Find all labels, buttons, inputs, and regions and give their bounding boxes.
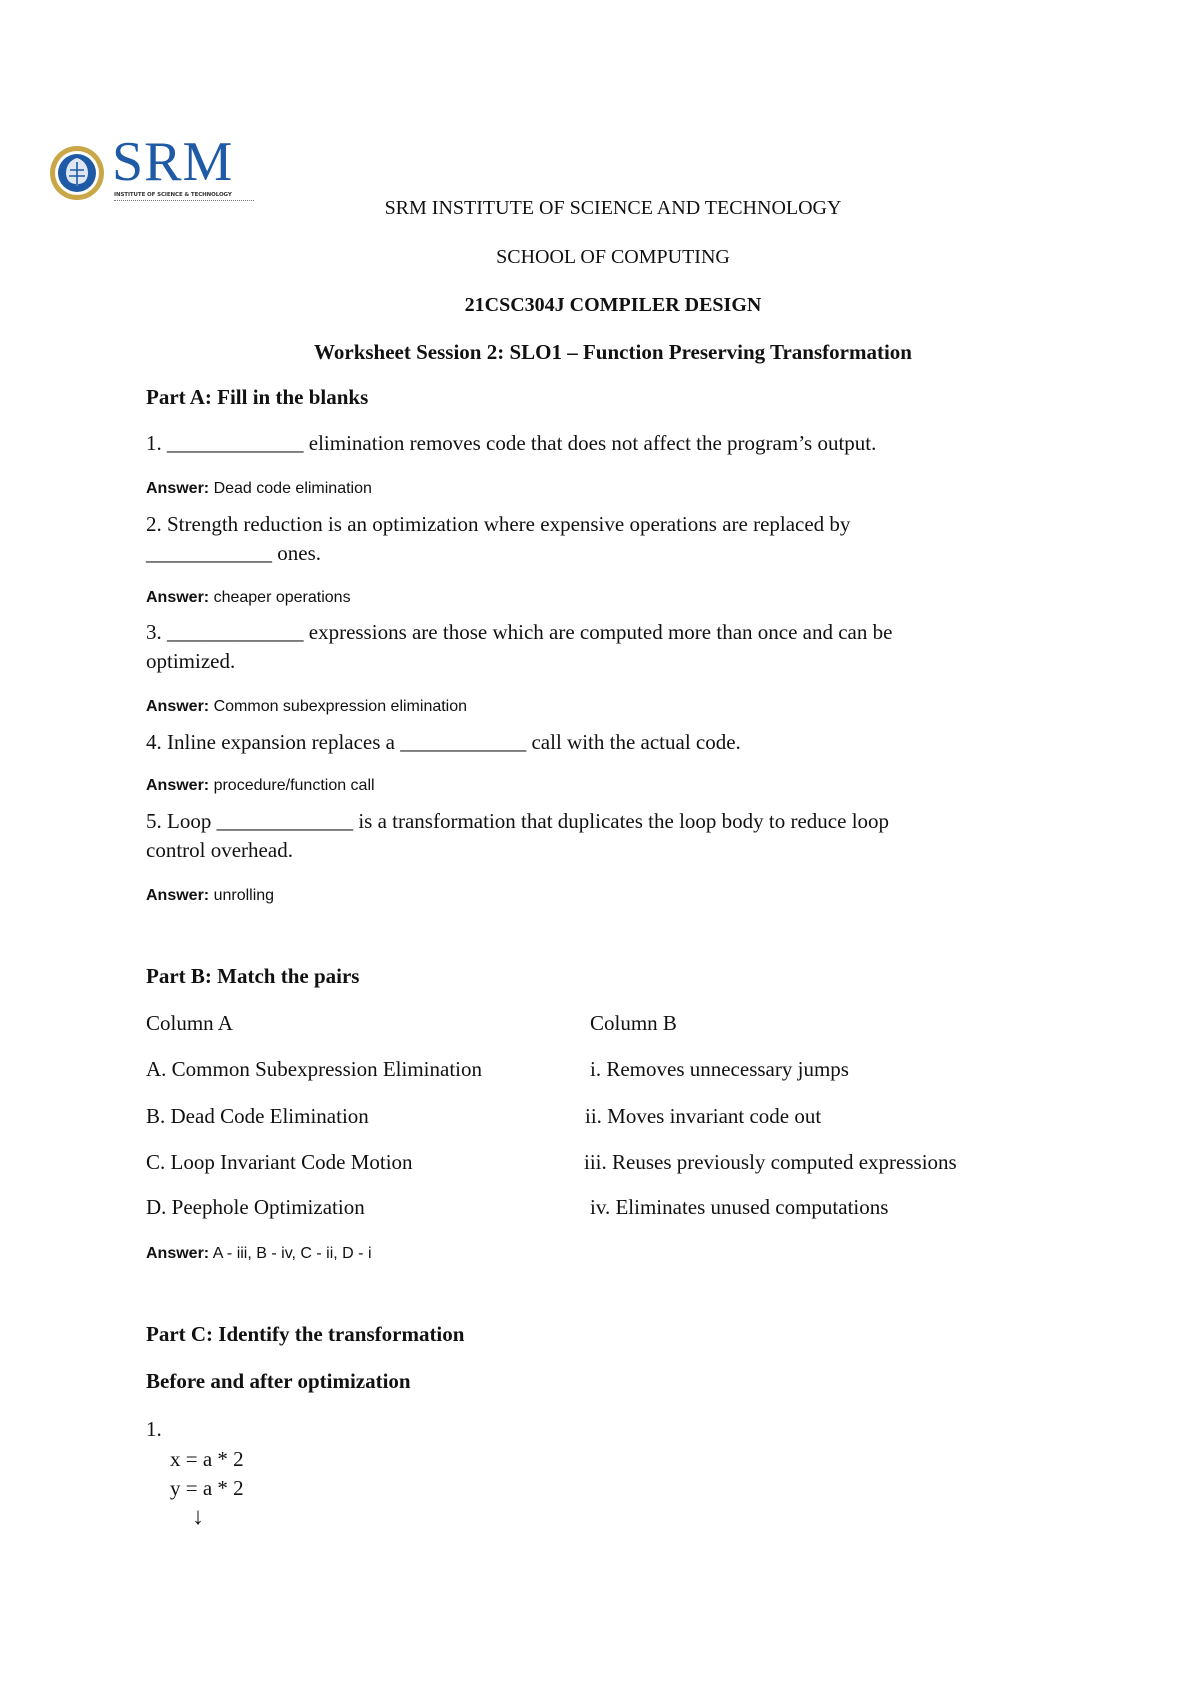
question-5-line-1: 5. Loop _____________ is a transformation that duplicates the loop body to reduce loop <box>146 809 890 833</box>
school-heading: SCHOOL OF COMPUTING <box>496 246 730 268</box>
part-c-item-number: 1. <box>146 1417 162 1441</box>
part-c-subtitle: Before and after optimization <box>146 1369 411 1393</box>
code-line: y = a * 2 <box>170 1476 244 1500</box>
code-line: x = a * 2 <box>170 1447 244 1471</box>
column-a-item: C. Loop Invariant Code Motion <box>146 1150 413 1174</box>
logo-wordmark: SRM <box>112 131 234 193</box>
answer-label: Answer: <box>146 1245 210 1262</box>
column-b-header: Column B <box>590 1011 677 1035</box>
answer-label: Answer: <box>146 887 210 904</box>
srm-seal-icon <box>48 144 106 202</box>
part-c-title: Part C: Identify the transformation <box>146 1322 465 1346</box>
course-heading: 21CSC304J COMPILER DESIGN <box>464 294 762 316</box>
question-5-line-2: control overhead. <box>146 838 293 862</box>
answer-label: Answer: <box>146 589 210 606</box>
question-2-line-2: ____________ ones. <box>146 541 321 565</box>
column-a-item: B. Dead Code Elimination <box>146 1104 369 1128</box>
answer-label: Answer: <box>146 698 210 715</box>
answer-4-text: procedure/function call <box>213 777 375 794</box>
question-3-line-1: 3. _____________ expressions are those which are computed more than once and can be <box>146 620 893 644</box>
answer-2-text: cheaper operations <box>213 589 351 606</box>
part-b-answer-text: A - iii, B - iv, C - ii, D - i <box>212 1245 372 1262</box>
column-b-item: iv. Eliminates unused computations <box>590 1195 889 1219</box>
part-b-title: Part B: Match the pairs <box>146 964 360 988</box>
answer-4 <box>146 777 375 795</box>
question-2-line-1: 2. Strength reduction is an optimization where expensive operations are replaced by <box>146 512 851 536</box>
answer-5-text: unrolling <box>213 887 275 904</box>
down-arrow-icon: ↓ <box>192 1504 204 1530</box>
answer-1 <box>146 480 372 498</box>
part-b-answer <box>146 1245 372 1263</box>
part-a-title: Part A: Fill in the blanks <box>146 385 369 409</box>
question-4: 4. Inline expansion replaces a ____________ call with the actual code. <box>146 730 741 754</box>
column-a-item: D. Peephole Optimization <box>146 1195 365 1219</box>
question-1: 1. _____________ elimination removes code that does not affect the program’s output. <box>146 431 877 455</box>
answer-label: Answer: <box>146 777 210 794</box>
column-b-item: i. Removes unnecessary jumps <box>590 1057 849 1081</box>
answer-3-text: Common subexpression elimination <box>213 698 468 715</box>
question-3-line-2: optimized. <box>146 649 236 673</box>
session-heading: Worksheet Session 2: SLO1 – Function Preserving Transformation <box>314 340 912 364</box>
answer-1-text: Dead code elimination <box>213 480 372 497</box>
logo-subtitle: INSTITUTE OF SCIENCE & TECHNOLOGY <box>114 192 232 198</box>
column-a-header: Column A <box>146 1011 233 1035</box>
institute-heading: SRM INSTITUTE OF SCIENCE AND TECHNOLOGY <box>384 197 842 219</box>
answer-label: Answer: <box>146 480 210 497</box>
answer-3 <box>146 698 467 716</box>
answer-2 <box>146 589 351 607</box>
column-b-item: ii. Moves invariant code out <box>585 1104 822 1128</box>
answer-5 <box>146 887 274 905</box>
column-a-item: A. Common Subexpression Elimination <box>146 1057 482 1081</box>
column-b-item: iii. Reuses previously computed expressions <box>584 1150 957 1174</box>
